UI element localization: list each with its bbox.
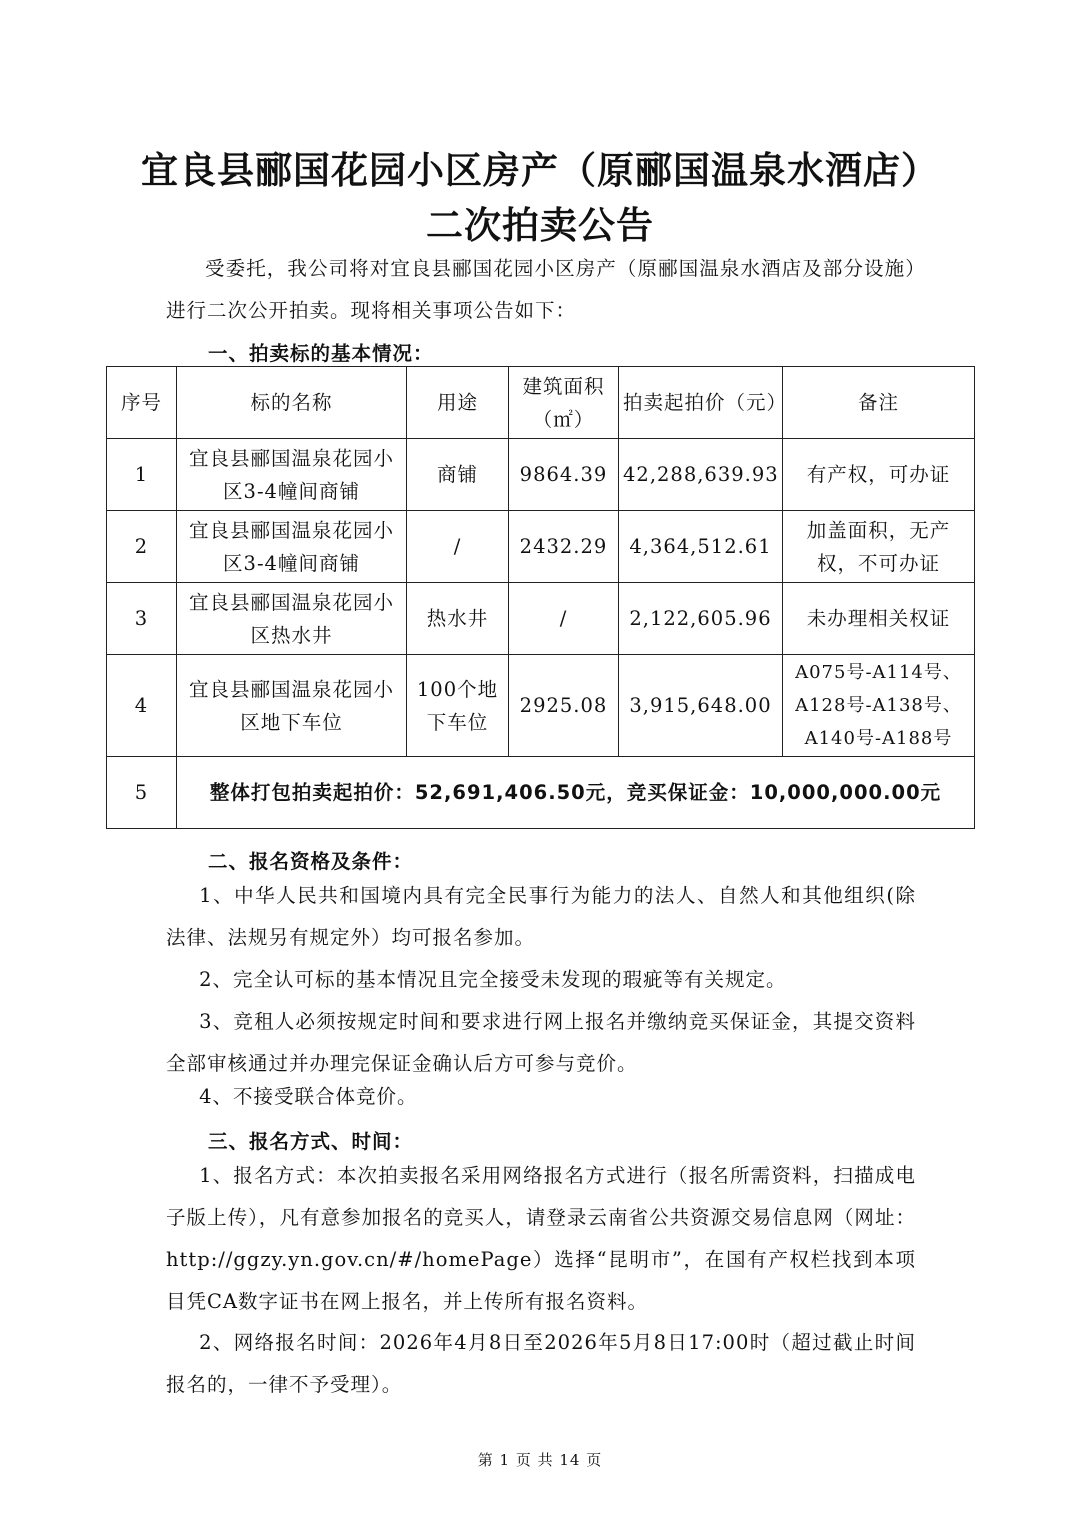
cell-no: 3 — [107, 583, 177, 655]
header-note: 备注 — [783, 367, 975, 439]
table-header-row — [107, 367, 975, 439]
header-area: 建筑面积（㎡） — [509, 367, 619, 439]
table-row — [107, 439, 975, 511]
s3-item-2: 2、网络报名时间：2026年4月8日至2026年5月8日17:00时（超过截止时间报名的，一律不予受理）。 — [166, 1331, 916, 1396]
cell-use: 100个地下车位 — [407, 655, 509, 757]
cell-note: 加盖面积，无产权，不可办证 — [783, 511, 975, 583]
page-footer: 第 1 页 共 14 页 — [477, 1451, 603, 1469]
section2-heading: 二、报名资格及条件： — [208, 850, 414, 873]
auction-items-table — [106, 366, 975, 829]
section1-heading: 一、拍卖标的基本情况： — [208, 342, 434, 365]
cell-price: 42,288,639.93 — [619, 439, 783, 511]
cell-use: 商铺 — [407, 439, 509, 511]
cell-note: 未办理相关权证 — [783, 583, 975, 655]
doc-title-line2: 二次拍卖公告 — [426, 204, 654, 247]
s3-item-1: 1、报名方式：本次拍卖报名采用网络报名方式进行（报名所需资料，扫描成电子版上传），凡有意参加报名的竞买人，请登录云南省公共资源交易信息网（网址：http://ggzy.yn.gov.cn/#/homePage）选择“昆明市”，在国有产权栏找到本项目凭CA数字证书在网上报名，并上传所有报名资料。 — [166, 1164, 916, 1313]
table-row — [107, 511, 975, 583]
doc-title-line1: 宜良县郦国花园小区房产（原郦国温泉水酒店） — [141, 149, 939, 192]
cell-use: / — [407, 511, 509, 583]
table-row — [107, 655, 975, 757]
header-use: 用途 — [407, 367, 509, 439]
cell-no: 2 — [107, 511, 177, 583]
table-row — [107, 583, 975, 655]
cell-name: 宜良县郦国温泉花园小区3-4幢间商铺 — [177, 439, 407, 511]
header-no: 序号 — [107, 367, 177, 439]
cell-no: 1 — [107, 439, 177, 511]
cell-name: 宜良县郦国温泉花园小区热水井 — [177, 583, 407, 655]
cell-price: 3,915,648.00 — [619, 655, 783, 757]
cell-price: 4,364,512.61 — [619, 511, 783, 583]
cell-name: 宜良县郦国温泉花园小区3-4幢间商铺 — [177, 511, 407, 583]
cell-no: 5 — [107, 757, 177, 829]
cell-area: 2925.08 — [509, 655, 619, 757]
cell-no: 4 — [107, 655, 177, 757]
s2-item-1: 1、中华人民共和国境内具有完全民事行为能力的法人、自然人和其他组织(除法律、法规另有规定外）均可报名参加。 — [166, 884, 916, 949]
section3-heading: 三、报名方式、时间： — [208, 1130, 414, 1153]
cell-area: 2432.29 — [509, 511, 619, 583]
header-price: 拍卖起拍价（元） — [619, 367, 783, 439]
header-name: 标的名称 — [177, 367, 407, 439]
s2-item-2: 2、完全认可标的基本情况且完全接受未发现的瑕疵等有关规定。 — [199, 968, 787, 991]
cell-note: 有产权，可办证 — [783, 439, 975, 511]
cell-price: 2,122,605.96 — [619, 583, 783, 655]
table-total-row — [107, 757, 975, 829]
total-package-cell: 整体打包拍卖起拍价：52,691,406.50元，竞买保证金：10,000,000.00元 — [177, 757, 975, 829]
intro-paragraph: 受委托，我公司将对宜良县郦国花园小区房产（原郦国温泉水酒店及部分设施）进行二次公开拍卖。现将相关事项公告如下： — [166, 257, 916, 322]
cell-area: / — [509, 583, 619, 655]
s2-item-4: 4、不接受联合体竞价。 — [199, 1085, 418, 1108]
cell-name: 宜良县郦国温泉花园小区地下车位 — [177, 655, 407, 757]
cell-note: A075号-A114号、A128号-A138号、A140号-A188号 — [783, 655, 975, 757]
cell-use: 热水井 — [407, 583, 509, 655]
cell-area: 9864.39 — [509, 439, 619, 511]
s2-item-3: 3、竞租人必须按规定时间和要求进行网上报名并缴纳竞买保证金，其提交资料全部审核通过并办理完保证金确认后方可参与竞价。 — [166, 1010, 916, 1075]
